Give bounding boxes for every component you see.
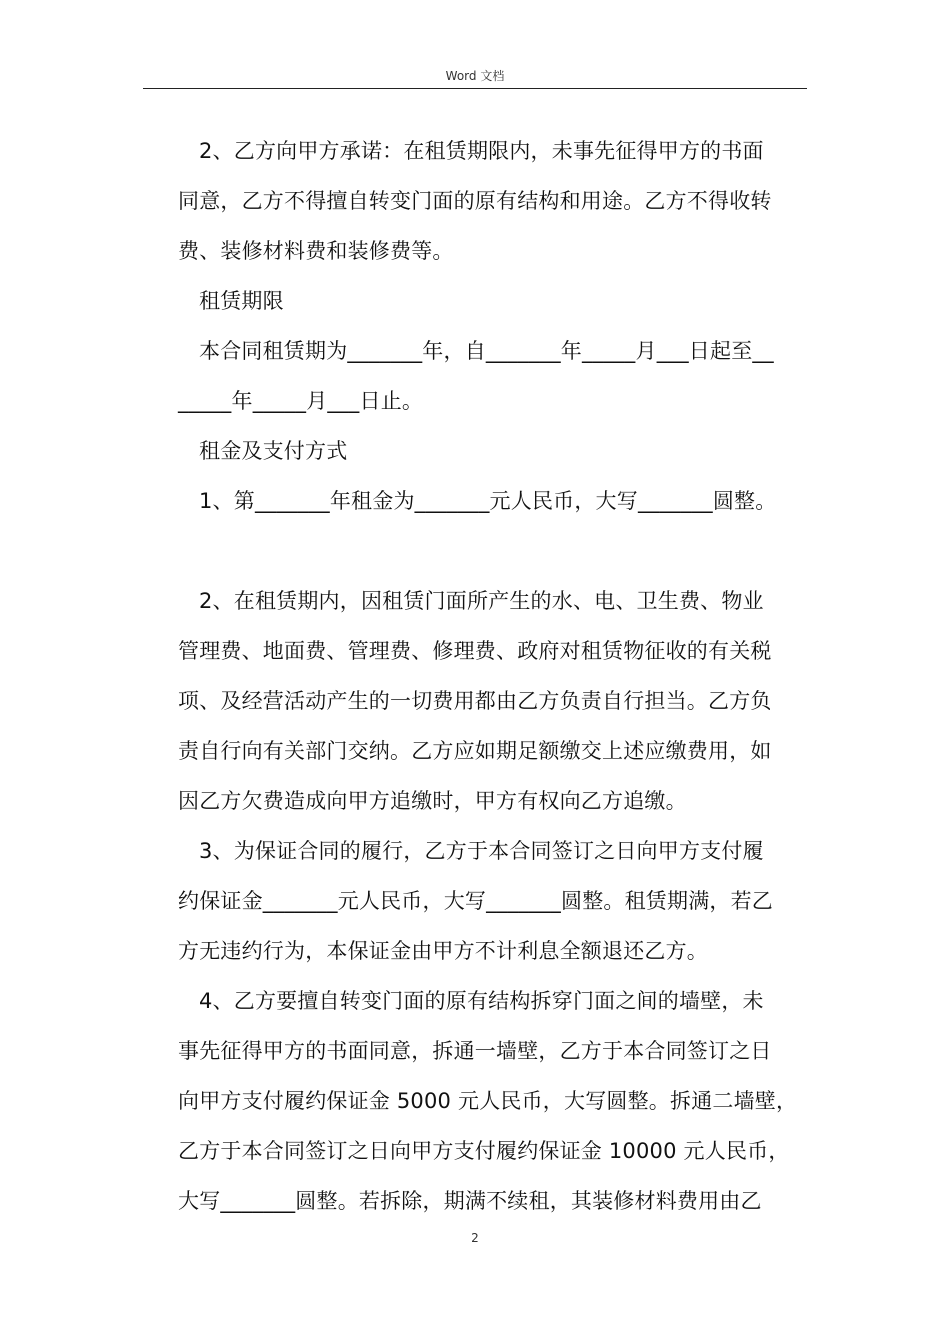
- paragraph-line: 项、及经营活动产生的一切费用都由乙方负责自行担当。乙方负: [178, 689, 772, 713]
- paragraph-line: 约保证金_______元人民币，大写_______圆整。租赁期满，若乙: [178, 889, 773, 913]
- section-heading: 租赁期限: [199, 289, 284, 313]
- paragraph-line: 因乙方欠费造成向甲方追缴时，甲方有权向乙方追缴。: [178, 789, 687, 813]
- paragraph-line: 4、乙方要擅自转变门面的原有结构拆穿门面之间的墙壁，未: [199, 989, 764, 1013]
- blank-line: [178, 526, 808, 576]
- paragraph-line: 1、第_______年租金为_______元人民币，大写_______圆整。: [199, 489, 777, 513]
- paragraph-line: 2、在租赁期内，因租赁门面所产生的水、电、卫生费、物业: [199, 589, 764, 613]
- paragraph-line: 事先征得甲方的书面同意，拆通一墙壁，乙方于本合同签订之日: [178, 1039, 772, 1063]
- paragraph-line: 2、乙方向甲方承诺：在租赁期限内，未事先征得甲方的书面: [199, 139, 764, 163]
- paragraph-line: 乙方于本合同签订之日向甲方支付履约保证金 10000 元人民币，: [178, 1139, 790, 1163]
- header-rule: [143, 88, 807, 89]
- page-header: Word 文档: [445, 69, 505, 83]
- paragraph-line: 向甲方支付履约保证金 5000 元人民币，大写圆整。拆通二墙壁，: [178, 1089, 798, 1113]
- paragraph-line: _____年_____月___日止。: [178, 389, 424, 413]
- section-heading: 租金及支付方式: [199, 439, 348, 463]
- paragraph-line: 责自行向有关部门交纳。乙方应如期足额缴交上述应缴费用，如: [178, 739, 772, 763]
- paragraph-line: 本合同租赁期为_______年，自_______年_____月___日起至__: [199, 339, 774, 363]
- page-number: 2: [471, 1231, 479, 1245]
- paragraph-line: 大写_______圆整。若拆除，期满不续租，其装修材料费用由乙: [178, 1189, 762, 1213]
- document-body: [178, 126, 808, 1226]
- paragraph-line: 方无违约行为，本保证金由甲方不计利息全额退还乙方。: [178, 939, 708, 963]
- paragraph-line: 3、为保证合同的履行，乙方于本合同签订之日向甲方支付履: [199, 839, 764, 863]
- paragraph-line: 管理费、地面费、管理费、修理费、政府对租赁物征收的有关税: [178, 639, 772, 663]
- paragraph-line: 费、装修材料费和装修费等。: [178, 239, 454, 263]
- paragraph-line: 同意，乙方不得擅自转变门面的原有结构和用途。乙方不得收转: [178, 189, 772, 213]
